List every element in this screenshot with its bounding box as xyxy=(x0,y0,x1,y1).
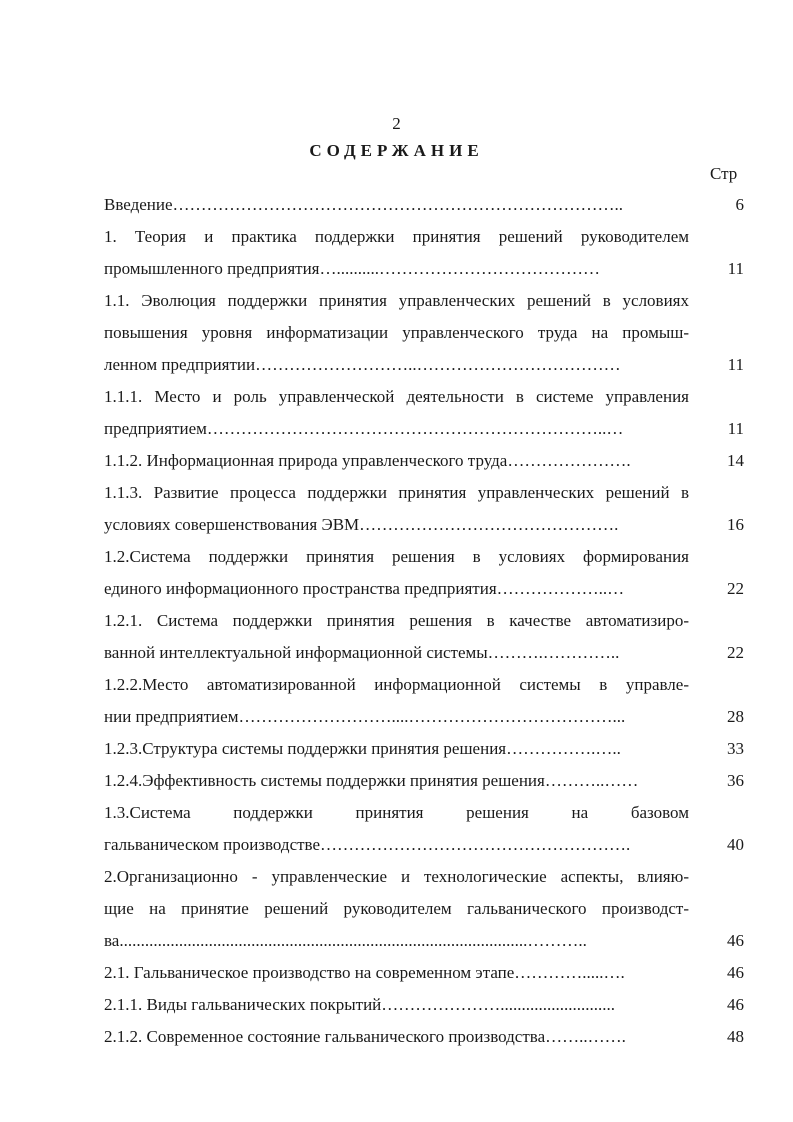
toc-entry-line xyxy=(104,893,744,925)
toc-entry-text: единого информационного пространства предприятия………………..… xyxy=(104,579,625,598)
toc-entry-line xyxy=(104,477,744,509)
toc-entry-line xyxy=(104,509,744,541)
toc-entry-line xyxy=(104,989,744,1021)
toc-entry xyxy=(104,957,744,989)
toc-entry xyxy=(104,733,744,765)
toc-entry-line xyxy=(104,861,744,893)
toc-entry-text: 1.2.1. Система поддержки принятия решения в качестве автоматизиро- xyxy=(104,611,689,630)
table-of-contents xyxy=(104,189,744,1053)
toc-entry-text: ванной интеллектуальной информационной системы……….………….. xyxy=(104,643,620,662)
toc-entry-line xyxy=(104,189,744,221)
toc-entry-text: 1.2.2.Место автоматизированной информационной системы в управле- xyxy=(104,675,689,694)
toc-entry-text: условиях совершенствования ЭВМ………………………………………. xyxy=(104,515,619,534)
toc-entry-text: гальваническом производстве………………………………………………. xyxy=(104,835,631,854)
toc-entry-text: предприятием……………………………………………………………..… xyxy=(104,419,624,438)
toc-entry-text: 1.1.2. Информационная природа управленческого труда…………………. xyxy=(104,451,631,470)
toc-entry-page: 11 xyxy=(727,355,744,374)
toc-entry-page: 22 xyxy=(727,643,744,662)
toc-entry-page: 16 xyxy=(727,515,744,534)
toc-entry xyxy=(104,189,744,221)
toc-entry-page: 11 xyxy=(727,259,744,278)
toc-entry-line xyxy=(104,957,744,989)
toc-entry xyxy=(104,765,744,797)
page-title: СОДЕРЖАНИЕ xyxy=(309,141,484,160)
toc-entry-line xyxy=(104,317,744,349)
toc-entry-text: 1.2.3.Структура системы поддержки принятия решения…………….….. xyxy=(104,739,621,758)
toc-entry xyxy=(104,861,744,957)
toc-entry-page: 46 xyxy=(727,931,744,950)
toc-entry-page: 14 xyxy=(727,451,744,470)
toc-entry xyxy=(104,541,744,605)
toc-entry-page: 46 xyxy=(727,995,744,1014)
toc-entry-line xyxy=(104,669,744,701)
toc-entry-line xyxy=(104,605,744,637)
toc-entry-text: 1.2.4.Эффективность системы поддержки принятия решения………..…… xyxy=(104,771,639,790)
toc-entry xyxy=(104,445,744,477)
toc-entry-text: 2.1. Гальваническое производство на современном этапе………….....…. xyxy=(104,963,625,982)
toc-entry-text: ва................................................................................................……….. xyxy=(104,931,587,950)
toc-entry xyxy=(104,221,744,285)
toc-entry-text: 1.1. Эволюция поддержки принятия управленческих решений в условиях xyxy=(104,291,689,310)
toc-entry-page: 46 xyxy=(727,963,744,982)
toc-entry-text: повышения уровня информатизации управленческого труда на промыш- xyxy=(104,323,689,342)
toc-entry-page: 33 xyxy=(727,739,744,758)
toc-entry-line xyxy=(104,349,744,381)
toc-entry-text: 1.3.Система поддержки принятия решения на базовом xyxy=(104,803,689,822)
toc-entry-line xyxy=(104,541,744,573)
toc-entry-line xyxy=(104,701,744,733)
toc-entry-text: 1. Теория и практика поддержки принятия решений руководителем xyxy=(104,227,689,246)
toc-entry-line xyxy=(104,733,744,765)
toc-entry-line xyxy=(104,829,744,861)
toc-entry-page: 40 xyxy=(727,835,744,854)
toc-entry-line xyxy=(104,381,744,413)
toc-entry-line xyxy=(104,637,744,669)
toc-entry xyxy=(104,477,744,541)
toc-entry xyxy=(104,605,744,669)
toc-entry-page: 28 xyxy=(727,707,744,726)
toc-entry-line xyxy=(104,925,744,957)
toc-entry xyxy=(104,669,744,733)
toc-entry-page: 48 xyxy=(727,1027,744,1046)
toc-entry-text: 2.Организационно - управленческие и технологические аспекты, влияю- xyxy=(104,867,689,886)
toc-entry-page: 36 xyxy=(727,771,744,790)
toc-entry xyxy=(104,381,744,445)
toc-entry-text: 1.2.Система поддержки принятия решения в условиях формирования xyxy=(104,547,689,566)
toc-entry-page: 6 xyxy=(735,195,744,214)
toc-entry-line xyxy=(104,253,744,285)
toc-entry-text: 1.1.3. Развитие процесса поддержки принятия управленческих решений в xyxy=(104,483,689,502)
toc-entry-text: Введение…………………………………………………………………….. xyxy=(104,195,624,214)
toc-entry-page: 11 xyxy=(727,419,744,438)
toc-entry-text: 2.1.2. Современное состояние гальванического производства……..……. xyxy=(104,1027,626,1046)
toc-entry-line xyxy=(104,221,744,253)
page-number: 2 xyxy=(392,114,401,133)
toc-entry-line xyxy=(104,797,744,829)
toc-entry-line xyxy=(104,413,744,445)
toc-entry-text: нии предприятием………………………....………………………………... xyxy=(104,707,626,726)
toc-entry-line xyxy=(104,1021,744,1053)
toc-entry-text: 1.1.1. Место и роль управленческой деятельности в системе управления xyxy=(104,387,689,406)
toc-entry-line xyxy=(104,285,744,317)
toc-entry-line xyxy=(104,765,744,797)
toc-entry xyxy=(104,1021,744,1053)
toc-entry xyxy=(104,285,744,381)
toc-entry-text: 2.1.1. Виды гальванических покрытий…………………........................... xyxy=(104,995,616,1014)
toc-entry-page: 22 xyxy=(727,579,744,598)
toc-entry-text: ленном предприятии………………………..……………………………… xyxy=(104,355,621,374)
toc-entry-line xyxy=(104,445,744,477)
toc-entry-text: щие на принятие решений руководителем гальванического производст- xyxy=(104,899,689,918)
toc-entry xyxy=(104,797,744,861)
toc-entry-line xyxy=(104,573,744,605)
toc-entry-text: промышленного предприятия…..........………………………………… xyxy=(104,259,600,278)
page-column-header: Стр xyxy=(710,164,738,183)
toc-entry xyxy=(104,989,744,1021)
